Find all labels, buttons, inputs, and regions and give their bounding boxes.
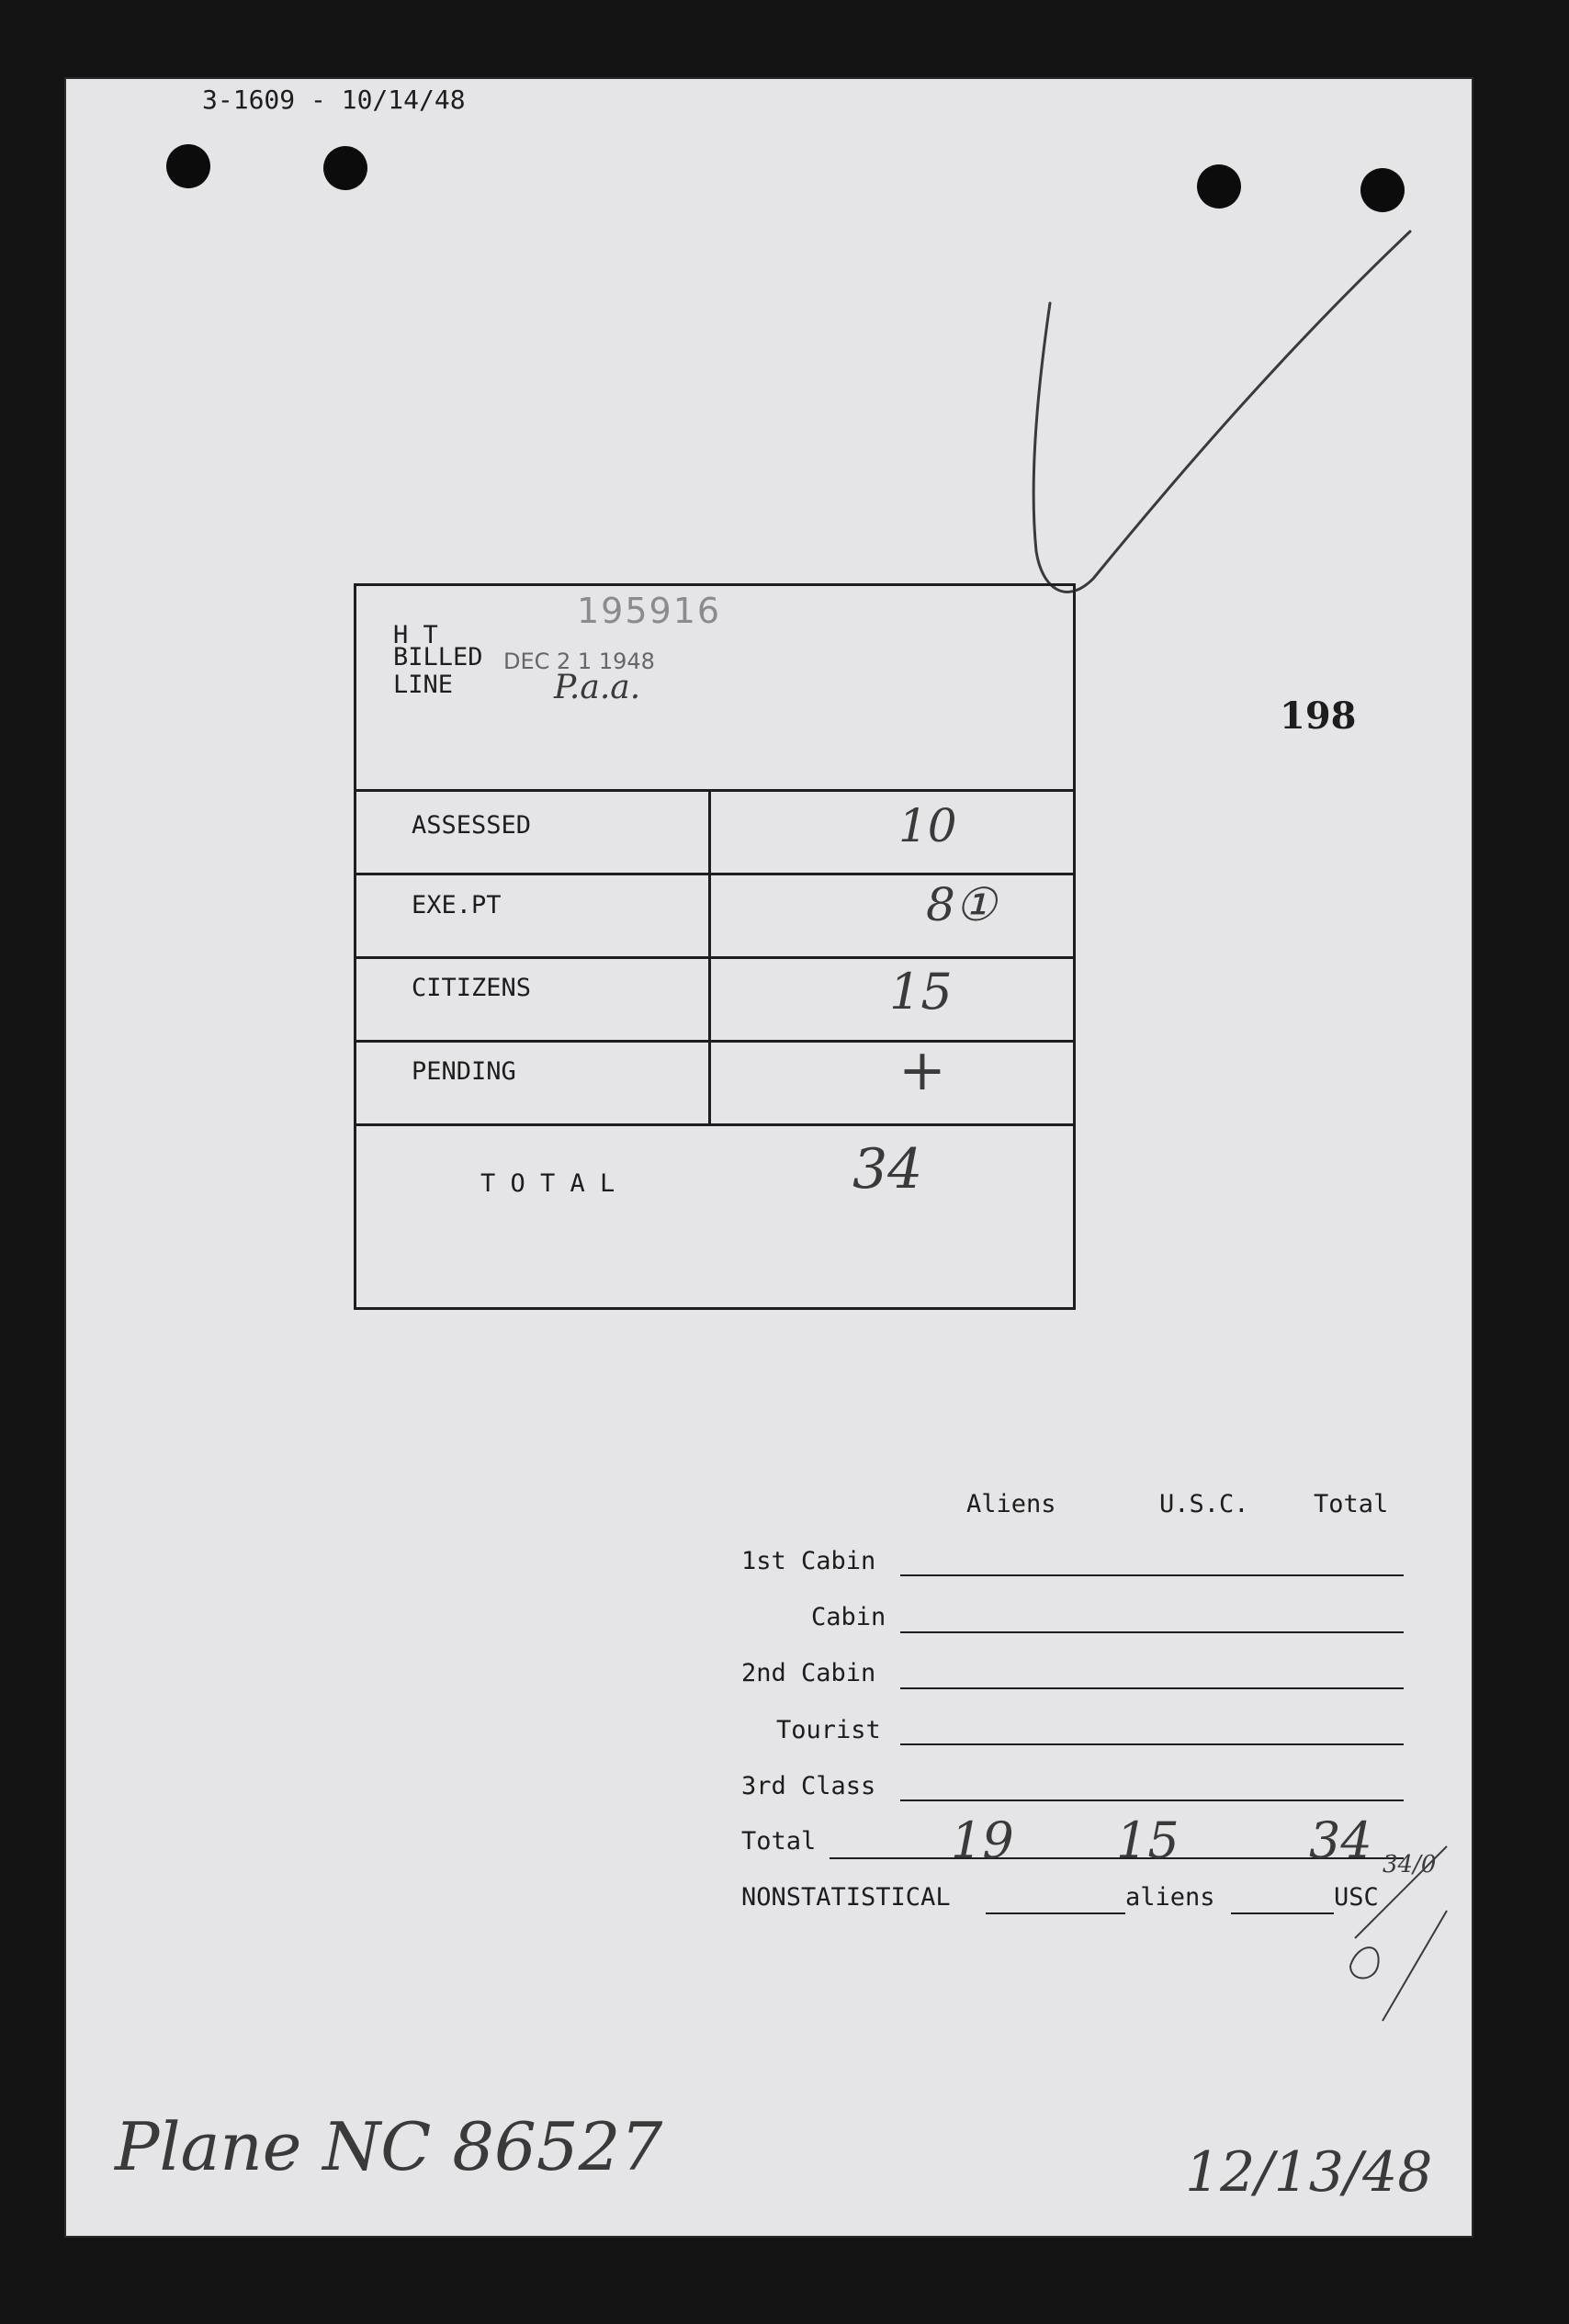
- form-number: 3-1609 - 10/14/48: [202, 85, 466, 115]
- entry-line: [900, 1574, 1404, 1576]
- usc-label: USC: [1334, 1883, 1379, 1912]
- billed-label: BILLED: [393, 643, 483, 671]
- aliens-label: aliens: [1125, 1883, 1215, 1912]
- row-label-cabin: Cabin: [811, 1603, 886, 1631]
- box-column-divider: [708, 789, 711, 873]
- margin-note: 34/0: [1383, 1851, 1437, 1878]
- entry-line: [900, 1743, 1404, 1745]
- line-value: P.a.a.: [554, 669, 641, 706]
- entry-line: [900, 1799, 1404, 1801]
- total-total-value: 34: [1309, 1811, 1372, 1869]
- col-header-aliens: Aliens: [966, 1490, 1056, 1518]
- exempt-label: EXE.PT: [412, 891, 502, 919]
- billing-box: [354, 583, 1076, 1310]
- entry-line: [900, 1687, 1404, 1689]
- box-divider: [356, 956, 1073, 959]
- row-label-1st-cabin: 1st Cabin: [741, 1547, 876, 1575]
- box-divider: [356, 1040, 1073, 1043]
- stamp-number: 195916: [577, 591, 722, 631]
- citizens-value: 15: [889, 963, 953, 1021]
- pending-label: PENDING: [412, 1057, 516, 1086]
- entry-line: [986, 1912, 1125, 1914]
- box-divider: [356, 789, 1073, 792]
- col-header-total: Total: [1314, 1490, 1389, 1518]
- line-label: LINE: [393, 671, 454, 699]
- total-label: T O T A L: [480, 1169, 615, 1198]
- box-divider: [356, 873, 1073, 875]
- row-label-total: Total: [741, 1827, 817, 1856]
- ht-label: H T: [393, 621, 438, 649]
- assessed-label: ASSESSED: [412, 811, 532, 840]
- box-divider: [356, 1123, 1073, 1126]
- row-label-2nd-cabin: 2nd Cabin: [741, 1659, 876, 1687]
- pending-value: +: [898, 1036, 946, 1103]
- total-aliens-value: 19: [951, 1811, 1014, 1869]
- plane-note: Plane NC 86527: [115, 2108, 663, 2185]
- entry-line: [900, 1631, 1404, 1633]
- nonstatistical-label: NONSTATISTICAL: [741, 1883, 951, 1912]
- total-value: 34: [852, 1137, 923, 1201]
- row-label-tourist: Tourist: [776, 1716, 881, 1744]
- box-column-divider: [708, 873, 711, 1123]
- total-usc-value: 15: [1116, 1811, 1180, 1869]
- page-number: 198: [1280, 694, 1357, 738]
- billed-stamp-date: DEC 2 1 1948: [503, 649, 655, 674]
- entry-line: [1231, 1912, 1334, 1914]
- col-header-usc: U.S.C.: [1159, 1490, 1249, 1518]
- citizens-label: CITIZENS: [412, 974, 532, 1002]
- row-label-3rd-class: 3rd Class: [741, 1772, 876, 1800]
- exempt-value: 8①: [926, 878, 997, 931]
- assessed-value: 10: [898, 799, 957, 852]
- date-note: 12/13/48: [1185, 2140, 1433, 2205]
